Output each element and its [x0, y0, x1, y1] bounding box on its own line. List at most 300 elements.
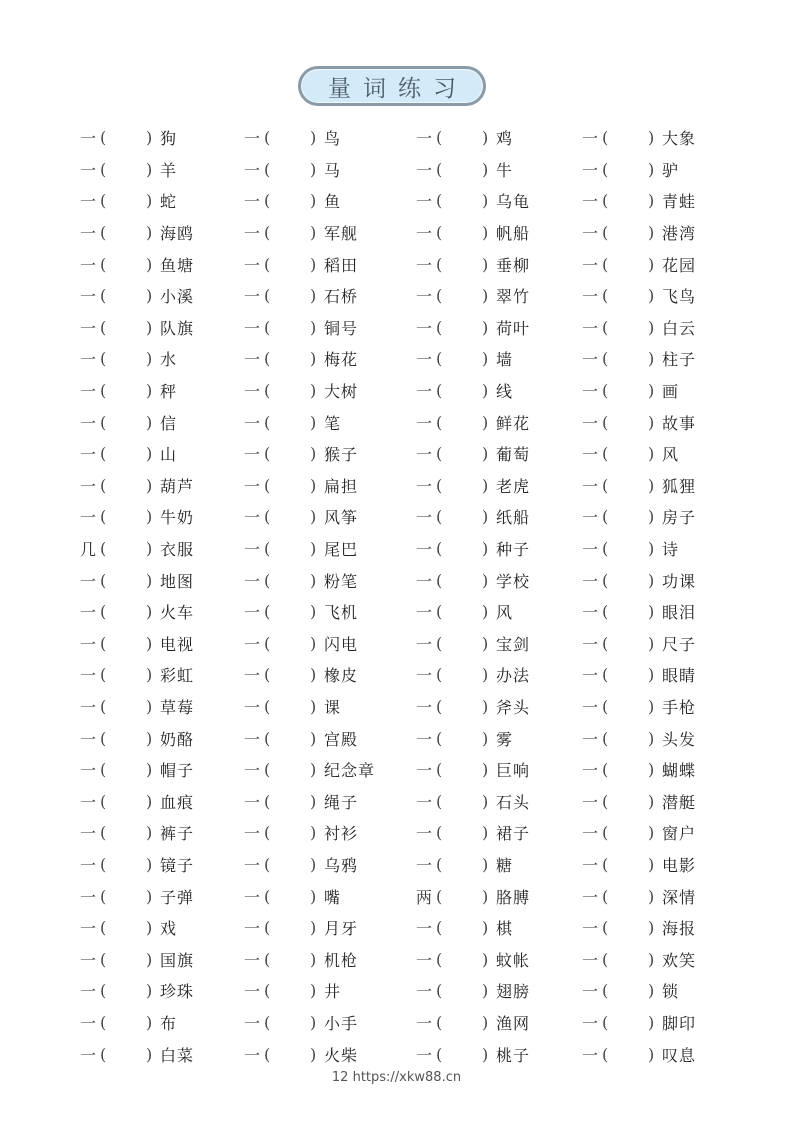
exercise-item	[244, 501, 358, 533]
noun-word: 鲜花	[496, 413, 531, 433]
right-paren: )	[648, 791, 655, 811]
numeral: 一	[416, 792, 433, 812]
left-paren: (	[264, 444, 271, 464]
numeral: 一	[582, 476, 599, 496]
left-paren: (	[264, 223, 271, 243]
noun-word: 翅膀	[496, 982, 531, 1002]
right-paren: )	[146, 444, 153, 464]
numeral: 一	[244, 666, 261, 686]
exercise-item	[80, 280, 194, 312]
exercise-item	[582, 154, 679, 186]
right-paren: )	[146, 507, 153, 527]
left-paren: (	[602, 602, 609, 622]
noun-word: 马	[324, 160, 342, 180]
right-paren: )	[482, 760, 489, 780]
left-paren: (	[100, 1012, 107, 1032]
noun-word: 学校	[496, 571, 531, 591]
numeral: 一	[582, 540, 599, 560]
left-paren: (	[602, 539, 609, 559]
exercise-row	[80, 628, 720, 660]
numeral: 一	[582, 160, 599, 180]
left-paren: (	[100, 854, 107, 874]
numeral: 一	[244, 287, 261, 307]
left-paren: (	[100, 791, 107, 811]
left-paren: (	[264, 886, 271, 906]
numeral: 一	[582, 445, 599, 465]
exercise-item	[582, 564, 696, 596]
left-paren: (	[100, 1044, 107, 1064]
numeral: 一	[416, 855, 433, 875]
noun-word: 衣服	[160, 540, 195, 560]
left-paren: (	[100, 507, 107, 527]
exercise-row	[80, 375, 720, 407]
right-paren: )	[482, 254, 489, 274]
noun-word: 衬衫	[324, 824, 359, 844]
numeral: 一	[582, 382, 599, 402]
exercise-item	[244, 691, 341, 723]
left-paren: (	[602, 981, 609, 1001]
noun-word: 锁	[662, 982, 680, 1002]
left-paren: (	[602, 381, 609, 401]
numeral: 一	[244, 982, 261, 1002]
noun-word: 狗	[160, 129, 178, 149]
exercise-item	[80, 596, 194, 628]
right-paren: )	[146, 128, 153, 148]
exercise-row	[80, 912, 720, 944]
exercise-item	[416, 343, 513, 375]
right-paren: )	[146, 381, 153, 401]
noun-word: 铜号	[324, 318, 359, 338]
exercise-item	[416, 280, 530, 312]
noun-word: 信	[160, 413, 178, 433]
noun-word: 风筝	[324, 508, 359, 528]
left-paren: (	[436, 317, 443, 337]
exercise-item	[80, 628, 194, 660]
numeral: 一	[582, 919, 599, 939]
right-paren: )	[482, 949, 489, 969]
left-paren: (	[602, 444, 609, 464]
exercise-item	[80, 691, 194, 723]
right-paren: )	[648, 412, 655, 432]
noun-word: 潜艇	[662, 792, 697, 812]
exercise-row	[80, 343, 720, 375]
exercise-item	[80, 659, 194, 691]
right-paren: )	[146, 317, 153, 337]
right-paren: )	[482, 823, 489, 843]
numeral: 一	[80, 824, 97, 844]
exercise-item	[244, 406, 341, 438]
right-paren: )	[648, 507, 655, 527]
exercise-row	[80, 754, 720, 786]
exercise-item	[416, 154, 513, 186]
numeral: 一	[582, 666, 599, 686]
exercise-item	[80, 343, 177, 375]
exercise-item	[80, 375, 177, 407]
noun-word: 棋	[496, 919, 514, 939]
exercise-item	[244, 312, 358, 344]
exercise-item	[244, 1038, 358, 1070]
numeral: 一	[80, 1045, 97, 1065]
left-paren: (	[602, 475, 609, 495]
left-paren: (	[264, 128, 271, 148]
exercise-item	[244, 659, 358, 691]
right-paren: )	[648, 823, 655, 843]
left-paren: (	[602, 507, 609, 527]
left-paren: (	[264, 507, 271, 527]
noun-word: 稻田	[324, 255, 359, 275]
exercise-row	[80, 312, 720, 344]
left-paren: (	[264, 981, 271, 1001]
noun-word: 宝剑	[496, 634, 531, 654]
left-paren: (	[436, 728, 443, 748]
exercise-item	[244, 628, 358, 660]
noun-word: 故事	[662, 413, 697, 433]
right-paren: )	[310, 570, 317, 590]
left-paren: (	[436, 349, 443, 369]
right-paren: )	[146, 886, 153, 906]
noun-word: 火柴	[324, 1045, 359, 1065]
left-paren: (	[436, 949, 443, 969]
noun-word: 帆船	[496, 224, 531, 244]
noun-word: 胳膊	[496, 887, 531, 907]
exercise-item	[416, 691, 530, 723]
left-paren: (	[436, 760, 443, 780]
noun-word: 子弹	[160, 887, 195, 907]
exercise-item	[80, 722, 194, 754]
numeral: 一	[244, 540, 261, 560]
right-paren: )	[482, 128, 489, 148]
exercise-item	[80, 754, 194, 786]
exercise-item	[582, 185, 696, 217]
exercise-row	[80, 659, 720, 691]
exercise-row	[80, 691, 720, 723]
noun-word: 秤	[160, 382, 178, 402]
exercise-row	[80, 185, 720, 217]
right-paren: )	[146, 981, 153, 1001]
right-paren: )	[146, 1012, 153, 1032]
right-paren: )	[146, 349, 153, 369]
left-paren: (	[100, 918, 107, 938]
exercise-item	[80, 564, 194, 596]
right-paren: )	[648, 570, 655, 590]
left-paren: (	[602, 854, 609, 874]
right-paren: )	[482, 570, 489, 590]
exercise-item	[244, 533, 358, 565]
noun-word: 墙	[496, 350, 514, 370]
numeral: 一	[582, 824, 599, 844]
left-paren: (	[100, 570, 107, 590]
exercise-item	[80, 217, 194, 249]
right-paren: )	[648, 728, 655, 748]
noun-word: 葡萄	[496, 445, 531, 465]
numeral: 一	[416, 224, 433, 244]
right-paren: )	[648, 760, 655, 780]
right-paren: )	[648, 191, 655, 211]
noun-word: 月牙	[324, 919, 359, 939]
left-paren: (	[100, 412, 107, 432]
page-title: 量词练习	[298, 66, 486, 106]
exercise-item	[416, 975, 530, 1007]
noun-word: 粉笔	[324, 571, 359, 591]
left-paren: (	[264, 254, 271, 274]
left-paren: (	[100, 475, 107, 495]
exercise-item	[244, 280, 358, 312]
noun-word: 蛇	[160, 192, 178, 212]
right-paren: )	[310, 191, 317, 211]
right-paren: )	[648, 223, 655, 243]
right-paren: )	[146, 791, 153, 811]
numeral: 一	[582, 224, 599, 244]
left-paren: (	[602, 286, 609, 306]
exercise-item	[416, 596, 513, 628]
exercise-item	[244, 470, 358, 502]
numeral: 一	[416, 287, 433, 307]
numeral: 一	[80, 729, 97, 749]
noun-word: 石头	[496, 792, 531, 812]
numeral: 一	[582, 192, 599, 212]
numeral: 一	[80, 792, 97, 812]
left-paren: (	[602, 570, 609, 590]
noun-word: 房子	[662, 508, 697, 528]
right-paren: )	[482, 381, 489, 401]
exercise-item	[416, 912, 513, 944]
right-paren: )	[310, 886, 317, 906]
numeral: 两	[416, 887, 433, 907]
left-paren: (	[436, 475, 443, 495]
numeral: 一	[244, 792, 261, 812]
exercise-item	[582, 785, 696, 817]
exercise-item	[416, 849, 513, 881]
right-paren: )	[310, 760, 317, 780]
noun-word: 镜子	[160, 855, 195, 875]
exercise-item	[244, 880, 341, 912]
right-paren: )	[482, 791, 489, 811]
right-paren: )	[146, 1044, 153, 1064]
right-paren: )	[146, 570, 153, 590]
noun-word: 花园	[662, 255, 697, 275]
exercise-item	[80, 501, 194, 533]
right-paren: )	[648, 317, 655, 337]
left-paren: (	[264, 475, 271, 495]
right-paren: )	[482, 286, 489, 306]
noun-word: 叹息	[662, 1045, 697, 1065]
exercise-item	[582, 691, 696, 723]
numeral: 一	[244, 919, 261, 939]
exercise-item	[416, 438, 530, 470]
exercise-row	[80, 596, 720, 628]
exercise-item	[416, 659, 530, 691]
exercise-item	[582, 1038, 696, 1070]
left-paren: (	[436, 696, 443, 716]
exercise-row	[80, 501, 720, 533]
numeral: 一	[582, 950, 599, 970]
numeral: 一	[416, 571, 433, 591]
left-paren: (	[602, 223, 609, 243]
right-paren: )	[482, 1044, 489, 1064]
left-paren: (	[100, 381, 107, 401]
noun-word: 鱼	[324, 192, 342, 212]
noun-word: 电视	[160, 634, 195, 654]
left-paren: (	[436, 286, 443, 306]
right-paren: )	[648, 349, 655, 369]
exercise-item	[416, 312, 530, 344]
exercise-item	[244, 1007, 358, 1039]
exercise-item	[416, 754, 530, 786]
numeral: 一	[582, 603, 599, 623]
right-paren: )	[146, 665, 153, 685]
noun-word: 狐狸	[662, 476, 697, 496]
left-paren: (	[436, 191, 443, 211]
noun-word: 港湾	[662, 224, 697, 244]
noun-word: 乌龟	[496, 192, 531, 212]
left-paren: (	[100, 886, 107, 906]
right-paren: )	[146, 760, 153, 780]
exercise-row	[80, 406, 720, 438]
noun-word: 牛奶	[160, 508, 195, 528]
numeral: 一	[582, 634, 599, 654]
exercise-item	[80, 533, 194, 565]
numeral: 一	[582, 287, 599, 307]
noun-word: 课	[324, 697, 342, 717]
exercise-item	[244, 849, 358, 881]
noun-word: 手枪	[662, 697, 697, 717]
noun-word: 糖	[496, 855, 514, 875]
right-paren: )	[310, 854, 317, 874]
numeral: 一	[80, 603, 97, 623]
right-paren: )	[146, 949, 153, 969]
numeral: 一	[416, 634, 433, 654]
numeral: 一	[80, 129, 97, 149]
numeral: 一	[80, 1013, 97, 1033]
numeral: 一	[80, 350, 97, 370]
exercise-item	[416, 533, 530, 565]
exercise-item	[244, 564, 358, 596]
numeral: 一	[416, 824, 433, 844]
noun-word: 珍珠	[160, 982, 195, 1002]
exercise-item	[80, 1007, 177, 1039]
right-paren: )	[146, 475, 153, 495]
left-paren: (	[264, 570, 271, 590]
numeral: 一	[244, 950, 261, 970]
exercise-item	[416, 628, 530, 660]
numeral: 一	[582, 697, 599, 717]
left-paren: (	[436, 159, 443, 179]
left-paren: (	[436, 602, 443, 622]
numeral: 一	[416, 129, 433, 149]
right-paren: )	[310, 918, 317, 938]
noun-word: 大象	[662, 129, 697, 149]
exercise-row	[80, 817, 720, 849]
exercise-item	[582, 722, 696, 754]
right-paren: )	[310, 823, 317, 843]
noun-word: 梅花	[324, 350, 359, 370]
exercise-item	[80, 849, 194, 881]
right-paren: )	[482, 633, 489, 653]
right-paren: )	[310, 791, 317, 811]
numeral: 一	[80, 224, 97, 244]
exercise-row	[80, 154, 720, 186]
right-paren: )	[310, 412, 317, 432]
left-paren: (	[436, 791, 443, 811]
left-paren: (	[602, 728, 609, 748]
numeral: 一	[582, 318, 599, 338]
exercise-item	[80, 122, 177, 154]
exercise-item	[582, 470, 696, 502]
numeral: 一	[244, 855, 261, 875]
noun-word: 风	[496, 603, 514, 623]
right-paren: )	[648, 254, 655, 274]
right-paren: )	[648, 1012, 655, 1032]
noun-word: 眼泪	[662, 603, 697, 623]
numeral: 一	[244, 1045, 261, 1065]
exercise-item	[416, 943, 530, 975]
exercise-item	[244, 975, 341, 1007]
exercise-item	[582, 659, 696, 691]
noun-word: 翠竹	[496, 287, 531, 307]
noun-word: 办法	[496, 666, 531, 686]
noun-word: 斧头	[496, 697, 531, 717]
numeral: 一	[416, 950, 433, 970]
numeral: 一	[244, 1013, 261, 1033]
right-paren: )	[482, 444, 489, 464]
exercise-item	[582, 406, 696, 438]
right-paren: )	[310, 696, 317, 716]
left-paren: (	[436, 412, 443, 432]
left-paren: (	[100, 633, 107, 653]
exercise-item	[80, 912, 177, 944]
right-paren: )	[648, 475, 655, 495]
numeral: 一	[80, 855, 97, 875]
noun-word: 小手	[324, 1013, 359, 1033]
noun-word: 脚印	[662, 1013, 697, 1033]
noun-word: 老虎	[496, 476, 531, 496]
exercise-item	[582, 375, 679, 407]
exercise-item	[416, 1038, 530, 1070]
left-paren: (	[264, 665, 271, 685]
right-paren: )	[146, 223, 153, 243]
left-paren: (	[436, 570, 443, 590]
left-paren: (	[264, 602, 271, 622]
left-paren: (	[264, 918, 271, 938]
right-paren: )	[146, 191, 153, 211]
numeral: 一	[244, 603, 261, 623]
exercise-row	[80, 849, 720, 881]
right-paren: )	[310, 159, 317, 179]
right-paren: )	[648, 444, 655, 464]
noun-word: 水	[160, 350, 178, 370]
exercise-row	[80, 438, 720, 470]
right-paren: )	[648, 602, 655, 622]
exercise-item	[582, 248, 696, 280]
exercise-row	[80, 1007, 720, 1039]
left-paren: (	[602, 317, 609, 337]
noun-word: 草莓	[160, 697, 195, 717]
numeral: 一	[80, 761, 97, 781]
exercise-item	[244, 596, 358, 628]
exercise-item	[582, 312, 696, 344]
noun-word: 纸船	[496, 508, 531, 528]
left-paren: (	[100, 128, 107, 148]
exercise-item	[244, 943, 358, 975]
numeral: 一	[416, 445, 433, 465]
right-paren: )	[482, 191, 489, 211]
numeral: 一	[416, 255, 433, 275]
exercise-item	[244, 122, 341, 154]
noun-word: 种子	[496, 540, 531, 560]
noun-word: 桃子	[496, 1045, 531, 1065]
noun-word: 宫殿	[324, 729, 359, 749]
left-paren: (	[264, 159, 271, 179]
